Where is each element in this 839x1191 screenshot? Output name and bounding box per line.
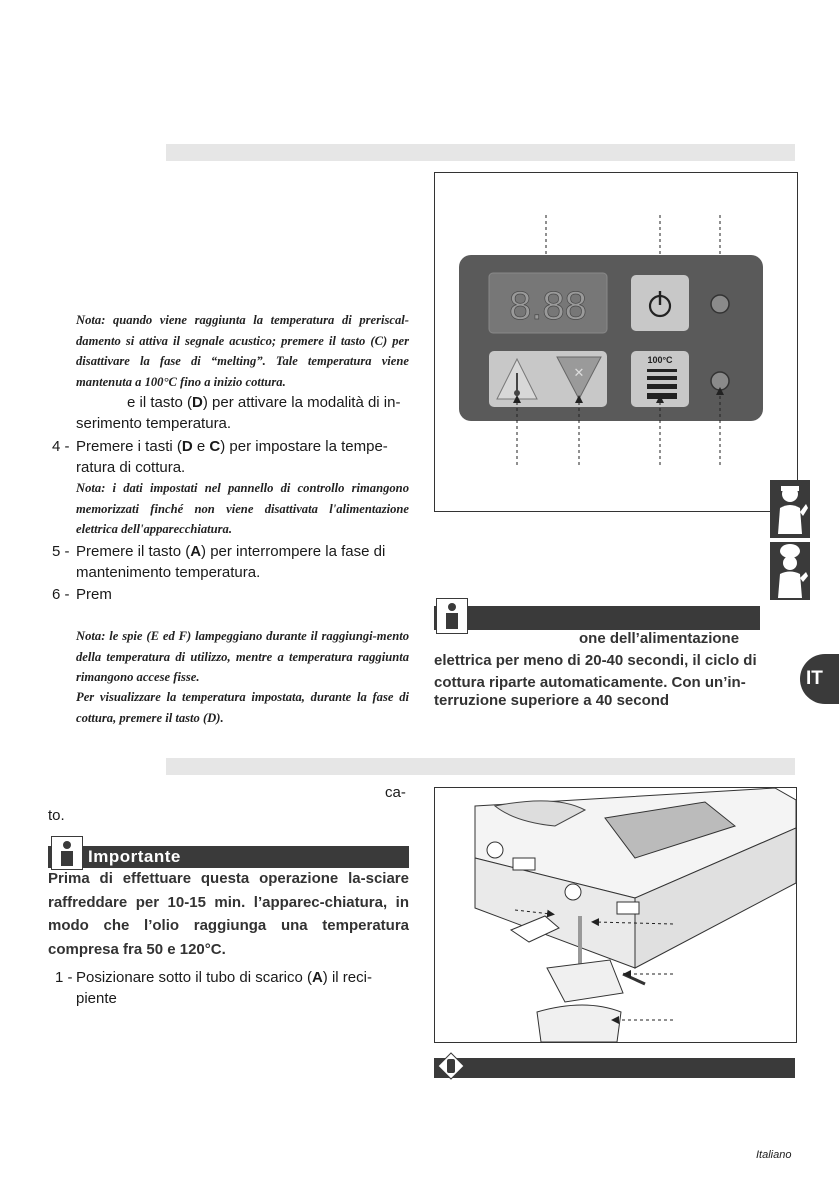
note-lamps: Nota: le spie (E ed F) lampeggiano durante il raggiungi-mento della temperatura di utilizzo, mentre a temperatura raggiunta rimangono accese fisse. (76, 629, 409, 684)
step-3-line-1: e il tasto (D) per attivare la modalità di in- (127, 394, 401, 411)
chef-pictogram (770, 542, 810, 600)
step-5-line-1: Premere il tasto (A) per interrompere la fase di (76, 543, 386, 560)
step-3-line-2: serimento temperatura. (76, 415, 232, 432)
step-1-line-2: piente (76, 990, 117, 1007)
section-header-band-2 (166, 758, 795, 775)
info-line-2: elettrica per meno di 20-40 secondi, il ciclo di (434, 652, 757, 669)
control-panel-figure (434, 172, 798, 512)
step-4-number: 4 - (52, 438, 70, 455)
control-panel-illustration (435, 173, 797, 511)
note-memory: Nota: i dati impostati nel pannello di controllo rimangono memorizzati finché non viene disattivata l'alimentazione elettrica dell'apparecchiatura. (76, 481, 409, 536)
info-line-1: one dell’alimentazione (579, 630, 740, 647)
step-1-line-1: Posizionare sotto il tubo di scarico (A) il reci- (76, 969, 372, 986)
language-tab: IT (800, 654, 839, 704)
fryer-drain-figure (434, 787, 797, 1043)
lamp-f (711, 372, 729, 390)
chef-hat-icon (780, 544, 800, 558)
knob-right-icon (565, 884, 581, 900)
program-temp-label: 100°C (647, 355, 673, 365)
text-fragment-ca: ca- (385, 784, 406, 801)
step-6-number: 6 - (52, 586, 70, 603)
lamp-e (711, 295, 729, 313)
knob-left-icon (487, 842, 503, 858)
technician-pictogram (770, 480, 810, 538)
hand-stop-icon (436, 1051, 466, 1081)
note-preheating: Nota: quando viene raggiunta la temperatura di preriscal-damento si attiva il segnale acustico; premere il tasto (C) per disattivare la fase di “melting”. Tale temperatura viene mantenuta a 100°C fino a inizio cottura. (76, 313, 409, 389)
note-display-temp: Per visualizzare la temperatura impostata, durante la fase di cottura, premere il tasto (D). (76, 690, 409, 725)
step-6-text: Prem (76, 586, 112, 603)
text-fragment-to: to. (48, 807, 65, 824)
info-line-4: terruzione superiore a 40 second (434, 692, 670, 709)
svg-text:✕: ✕ (573, 365, 585, 380)
step-5-number: 5 - (52, 543, 70, 560)
info-icon (436, 598, 468, 634)
drain-container-icon (537, 1005, 621, 1042)
filter-basket-icon (547, 960, 623, 1002)
info-box-header (434, 606, 760, 630)
footer-language: Italiano (756, 1149, 792, 1161)
warning-header (434, 1058, 795, 1078)
step-4-line-2: ratura di cottura. (76, 459, 186, 476)
info-icon (51, 836, 83, 870)
step-1-number: 1 - (55, 969, 73, 986)
display-readout: 8.88 (509, 284, 587, 328)
info-line-3: cottura riparte automaticamente. Con un’in- (434, 674, 746, 691)
section-header-band (166, 144, 795, 161)
important-text: Prima di effettuare questa operazione la-sciare raffreddare per 10-15 min. l’apparec-chiatura, in modo che l’olio raggiunga una temperatura compresa fra 50 e 120°C. (48, 870, 409, 958)
important-header (48, 846, 409, 868)
step-5-line-2: mantenimento temperatura. (76, 564, 261, 581)
fryer-illustration (435, 788, 796, 1042)
important-title: Importante (88, 847, 181, 866)
step-4-line-1: Premere i tasti (D e C) per impostare la tempe- (76, 438, 388, 455)
